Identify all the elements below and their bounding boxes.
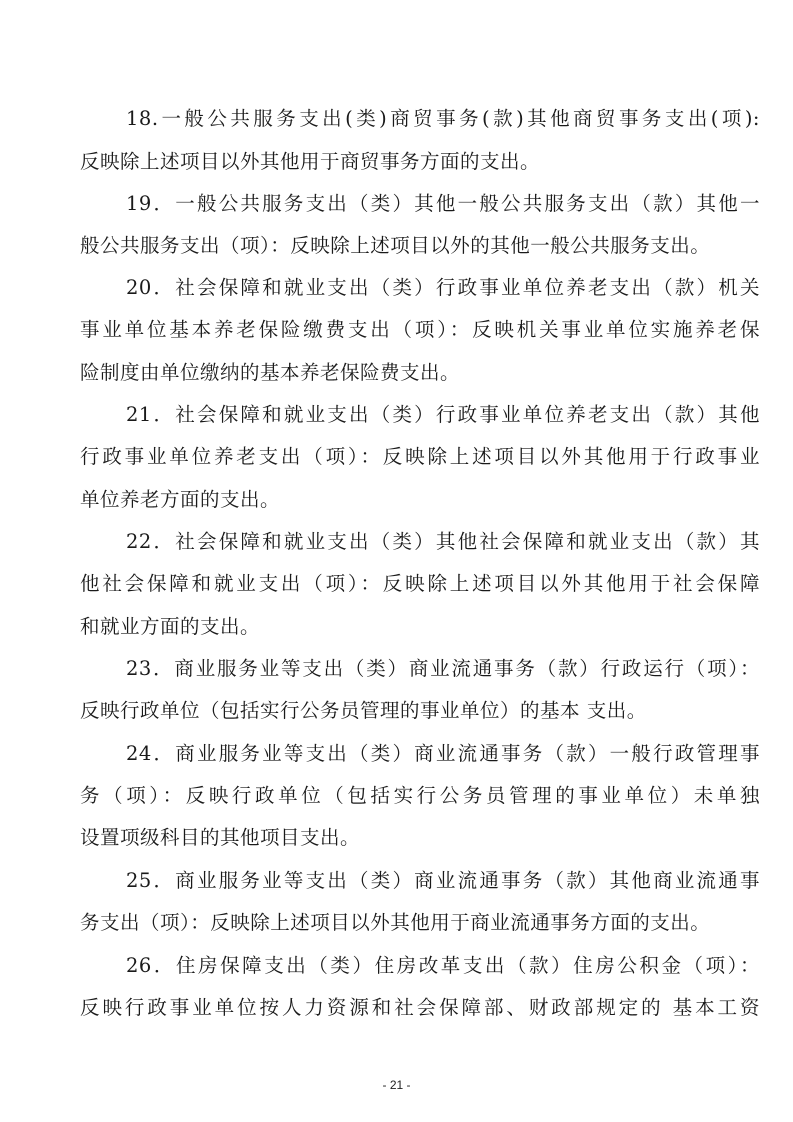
paragraph-22-line-2: 他社会保障和就业支出（项）：反映除上述项目以外其他用于社会保障 xyxy=(80,572,760,595)
paragraph-24-line-2: 务（项）：反映行政单位（包括实行公务员管理的事业单位）未单独 xyxy=(80,784,760,807)
paragraph-20-line-3: 险制度由单位缴纳的基本养老保险费支出。 xyxy=(80,361,461,384)
paragraph-19-line-1: 19．一般公共服务支出（类）其他一般公共服务支出（款）其他一 xyxy=(126,192,760,215)
paragraph-25-line-2: 务支出（项）：反映除上述项目以外其他用于商业流通事务方面的支出。 xyxy=(80,911,711,934)
paragraph-26-line-2: 反映行政事业单位按人力资源和社会保障部、财政部规定的 基本工资 xyxy=(80,996,760,1019)
paragraph-21-line-2: 行政事业单位养老支出（项）：反映除上述项目以外其他用于行政事业 xyxy=(80,445,760,468)
paragraph-19-line-2: 般公共服务支出（项）：反映除上述项目以外的其他一般公共服务支出。 xyxy=(80,234,711,257)
paragraph-23-line-1: 23．商业服务业等支出（类）商业流通事务（款）行政运行（项）： xyxy=(126,657,760,680)
paragraph-18-line-2: 反映除上述项目以外其他用于商贸事务方面的支出。 xyxy=(80,150,541,173)
paragraph-20-line-2: 事业单位基本养老保险缴费支出（项）：反映机关事业单位实施养老保 xyxy=(80,318,760,341)
paragraph-22-line-3: 和就业方面的支出。 xyxy=(80,615,261,638)
paragraph-21-line-3: 单位养老方面的支出。 xyxy=(80,488,281,511)
paragraph-21-line-1: 21．社会保障和就业支出（类）行政事业单位养老支出（款）其他 xyxy=(126,403,760,426)
paragraph-24-line-3: 设置项级科目的其他项目支出。 xyxy=(80,826,361,849)
paragraph-26-line-1: 26．住房保障支出（类）住房改革支出（款）住房公积金（项）： xyxy=(126,954,760,977)
paragraph-23-line-2: 反映行政单位（包括实行公务员管理的事业单位）的基本 支出。 xyxy=(80,699,647,722)
paragraph-20-line-1: 20．社会保障和就业支出（类）行政事业单位养老支出（款）机关 xyxy=(126,276,760,299)
paragraph-18-line-1: 18.一般公共服务支出(类)商贸事务(款)其他商贸事务支出(项): xyxy=(126,107,760,130)
paragraph-25-line-1: 25．商业服务业等支出（类）商业流通事务（款）其他商业流通事 xyxy=(126,869,760,892)
paragraph-24-line-1: 24．商业服务业等支出（类）商业流通事务（款）一般行政管理事 xyxy=(126,742,760,765)
paragraph-22-line-1: 22．社会保障和就业支出（类）其他社会保障和就业支出（款）其 xyxy=(126,530,760,553)
page-number: - 21 - xyxy=(382,1078,411,1092)
